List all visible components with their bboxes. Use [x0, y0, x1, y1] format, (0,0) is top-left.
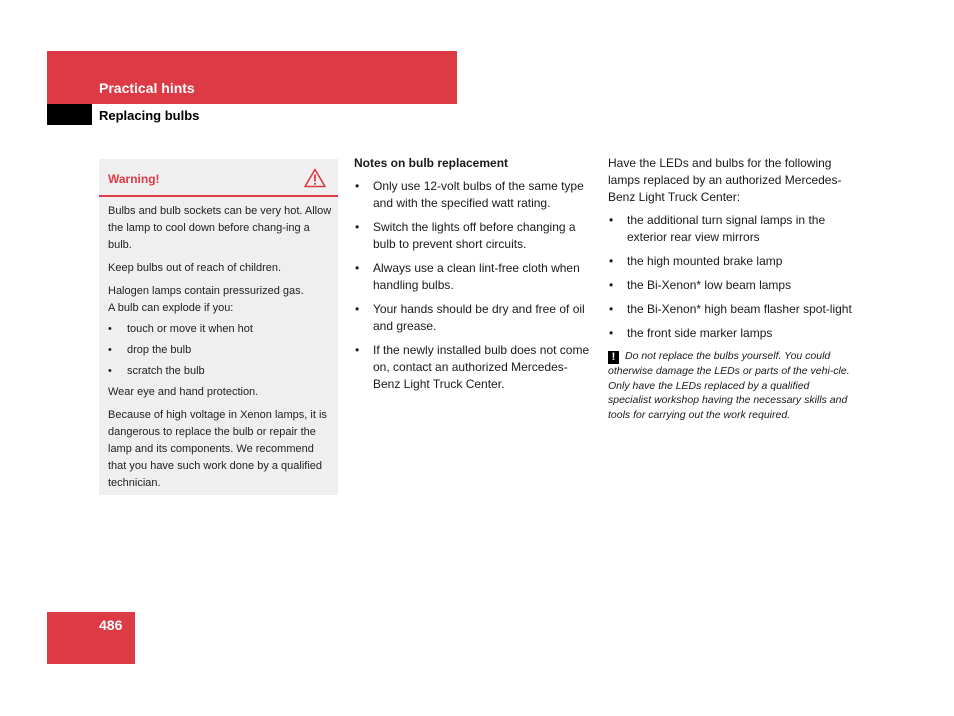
subsection-title: Replacing bulbs — [99, 108, 200, 123]
section-title: Practical hints — [99, 80, 195, 96]
list-item: • Always use a clean lint-free cloth when handling bulbs. — [354, 260, 594, 294]
led-column — [608, 155, 852, 422]
list-item: • Your hands should be dry and free of oil and grease. — [354, 301, 594, 335]
warning-body — [108, 203, 332, 498]
list-item: • the front side marker lamps — [608, 325, 852, 342]
subsection-marker — [47, 104, 92, 125]
list-item: • drop the bulb — [108, 342, 332, 359]
warning-bullet-list — [108, 321, 332, 380]
warning-triangle-icon — [304, 168, 326, 188]
warning-box — [99, 159, 338, 495]
list-item: • touch or move it when hot — [108, 321, 332, 338]
page-number: 486 — [99, 617, 123, 633]
warning-paragraph: Wear eye and hand protection. — [108, 386, 259, 398]
notice-block — [608, 349, 852, 422]
list-item: • If the newly installed bulb does not come on, contact an authorized Mercedes-Benz Light Truck Center. — [354, 342, 594, 393]
list-item: • scratch the bulb — [108, 363, 332, 380]
led-list — [608, 212, 852, 342]
warning-paragraph: Bulbs and bulb sockets can be very hot. Allow the lamp to cool down before chang-ing a bulb. — [108, 205, 332, 251]
warning-halogen-line: Halogen lamps contain pressurized gas. — [108, 285, 304, 297]
warning-halogen-line: A bulb can explode if you: — [108, 302, 234, 314]
section-header-bar — [47, 51, 457, 104]
notes-list — [354, 178, 594, 393]
list-item: • Only use 12-volt bulbs of the same type and with the specified watt rating. — [354, 178, 594, 212]
list-item: • the Bi-Xenon* high beam flasher spot-light — [608, 301, 852, 318]
page-number-box — [47, 612, 135, 664]
warning-label: Warning! — [108, 172, 160, 186]
notes-heading: Notes on bulb replacement — [354, 156, 509, 170]
led-intro: Have the LEDs and bulbs for the following lamps replaced by an authorized Mercedes-Benz Light Truck Center: — [608, 156, 842, 204]
exclamation-icon: ! — [608, 351, 619, 364]
warning-paragraph: Keep bulbs out of reach of children. — [108, 262, 282, 274]
list-item: • the additional turn signal lamps in the exterior rear view mirrors — [608, 212, 852, 246]
list-item: • the Bi-Xenon* low beam lamps — [608, 277, 852, 294]
list-item: • the high mounted brake lamp — [608, 253, 852, 270]
notice-text: Do not replace the bulbs yourself. You could otherwise damage the LEDs or parts of the vehi-cle. Only have the LEDs replaced by a qualified specialist workshop having the necessary skills and tools for carrying out the work required. — [608, 350, 850, 421]
warning-header — [99, 159, 338, 197]
warning-paragraph — [108, 283, 332, 317]
list-item: • Switch the lights off before changing a bulb to prevent short circuits. — [354, 219, 594, 253]
warning-paragraph: Because of high voltage in Xenon lamps, it is dangerous to replace the bulb or repair the lamp and its components. We recommend that you have such work done by a qualified technician. — [108, 409, 327, 489]
notes-column — [354, 155, 594, 400]
